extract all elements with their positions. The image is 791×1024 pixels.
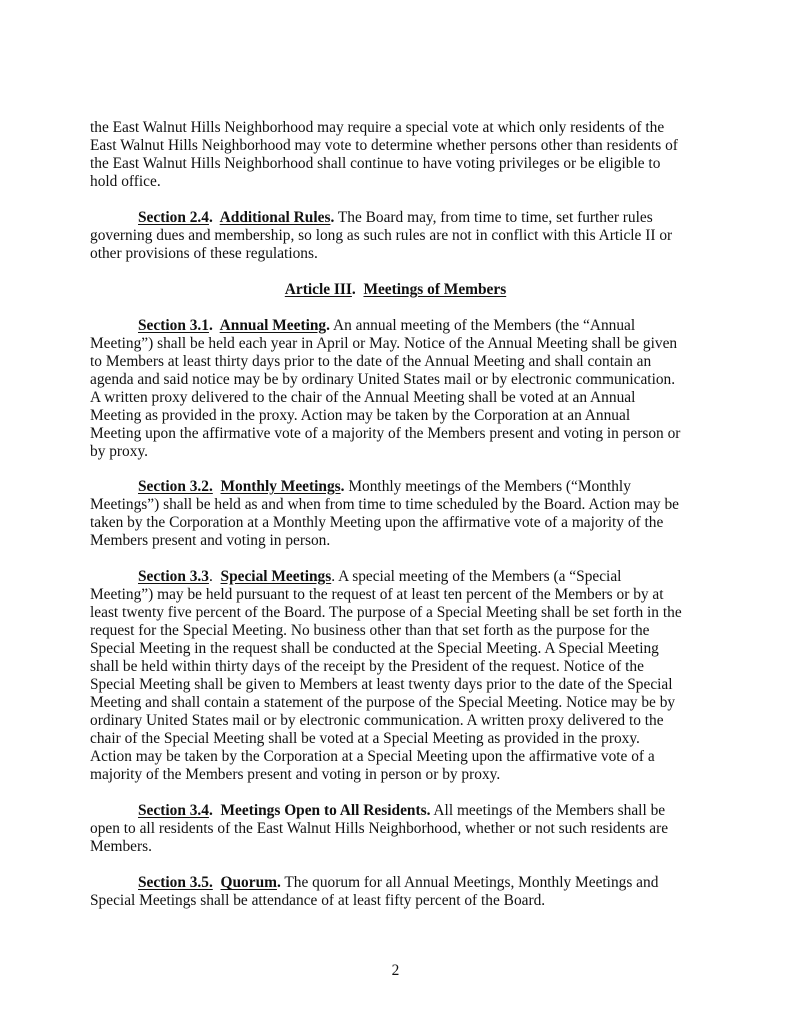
text-line: agenda and said notice may be by ordinary United States mail or by electronic communication. — [90, 371, 676, 388]
text-line: Members present and voting in person. — [90, 532, 331, 549]
text-line: Meeting and shall contain a statement of the purpose of the Special Meeting. Notice may be by — [90, 694, 676, 711]
text-line: hold office. — [90, 173, 161, 190]
text-line: East Walnut Hills Neighborhood may vote to determine whether persons other than residents of — [90, 137, 678, 154]
text-line: least twenty five percent of the Board. The purpose of a Special Meeting shall be set forth in the — [90, 604, 682, 621]
section-number: Section 3.3 — [138, 568, 209, 585]
section-title: Additional Rules — [219, 209, 331, 226]
article-heading: Article III. Meetings of Members — [284, 281, 507, 298]
text-line: Action may be taken by the Corporation at a Special Meeting upon the affirmative vote of a — [90, 748, 655, 765]
article-title: Meetings of Members — [363, 281, 507, 298]
text-line: to Members at least thirty days prior to the date of the Annual Meeting and shall contain an — [90, 353, 652, 370]
text-line: Special Meeting in the request shall be conducted at the Special Meeting. A Special Meeting — [90, 640, 659, 657]
section-number: Section 3.1 — [138, 317, 209, 334]
section-heading-line: Section 3.3. Special Meetings. A special meeting of the Members (a “Special — [138, 568, 622, 585]
text-line: A written proxy delivered to the chair of the Annual Meeting shall be voted at an Annual — [90, 389, 636, 406]
text-line: governing dues and membership, so long as such rules are not in conflict with this Article II or — [90, 227, 673, 244]
section-number: Section 3.5. — [138, 874, 213, 891]
text-line: open to all residents of the East Walnut Hills Neighborhood, whether or not such residents are — [90, 820, 669, 837]
section-heading-line: Section 3.4. Meetings Open to All Residents. All meetings of the Members shall be — [138, 802, 666, 819]
section-text: Monthly meetings of the Members (“Monthly — [344, 478, 631, 495]
section-title: Annual Meeting — [219, 317, 327, 334]
section-title: Meetings Open to All Residents. — [220, 802, 431, 819]
section-title: Special Meetings — [220, 568, 332, 585]
text-line: Special Meeting shall be given to Members at least twenty days prior to the date of the Special — [90, 676, 673, 693]
section-heading-line: Section 3.5. Quorum. The quorum for all Annual Meetings, Monthly Meetings and — [138, 874, 659, 891]
text-line: the East Walnut Hills Neighborhood shall continue to have voting privileges or be eligible to — [90, 155, 661, 172]
text-line: majority of the Members present and voting in person or by proxy. — [90, 766, 501, 783]
text-line: taken by the Corporation at a Monthly Meeting upon the affirmative vote of a majority of the — [90, 514, 664, 531]
section-number: Section 3.2. — [138, 478, 213, 495]
section-number: Section 2.4 — [138, 209, 209, 226]
page-number: 2 — [391, 962, 400, 979]
text-line: Meeting upon the affirmative vote of a majority of the Members present and voting in person or — [90, 425, 681, 442]
article-number: Article III — [284, 281, 352, 298]
text-line: ordinary United States mail or by electronic communication. A written proxy delivered to the — [90, 712, 664, 729]
text-line: request for the Special Meeting. No business other than that set forth as the purpose for the — [90, 622, 650, 639]
section-heading-line: Section 3.1. Annual Meeting. An annual meeting of the Members (the “Annual — [138, 317, 636, 334]
section-number: Section 3.4 — [138, 802, 209, 819]
section-text: The quorum for all Annual Meetings, Monthly Meetings and — [280, 874, 659, 891]
section-heading-line: Section 3.2. Monthly Meetings. Monthly meetings of the Members (“Monthly — [138, 478, 631, 495]
text-line: Members. — [90, 838, 152, 855]
text-line: Meeting as provided in the proxy. Action may be taken by the Corporation at an Annual — [90, 407, 631, 424]
section-text: An annual meeting of the Members (the “Annual — [330, 317, 636, 334]
section-text: The Board may, from time to time, set further rules — [334, 209, 653, 226]
text-line: chair of the Special Meeting shall be voted at a Special Meeting as provided in the proxy. — [90, 730, 640, 747]
section-heading-line: Section 2.4. Additional Rules. The Board may, from time to time, set further rules — [138, 209, 653, 226]
text-line: other provisions of these regulations. — [90, 245, 318, 262]
text-line: Meetings”) shall be held as and when from time to time scheduled by the Board. Action may be — [90, 496, 679, 513]
section-text: All meetings of the Members shall be — [430, 802, 666, 819]
text-line: Meeting”) shall be held each year in April or May. Notice of the Annual Meeting shall be given — [90, 335, 678, 352]
section-title: Quorum — [220, 874, 277, 891]
text-line: shall be held within thirty days of the receipt by the President of the request. Notice of the — [90, 658, 644, 675]
text-line: Meeting”) may be held pursuant to the request of at least ten percent of the Members or by at — [90, 586, 664, 603]
section-text: A special meeting of the Members (a “Special — [335, 568, 622, 585]
section-title: Monthly Meetings — [220, 478, 341, 495]
text-line: by proxy. — [90, 443, 148, 460]
text-line: Special Meetings shall be attendance of at least fifty percent of the Board. — [90, 892, 546, 909]
text-line: the East Walnut Hills Neighborhood may require a special vote at which only residents of the — [90, 119, 665, 136]
